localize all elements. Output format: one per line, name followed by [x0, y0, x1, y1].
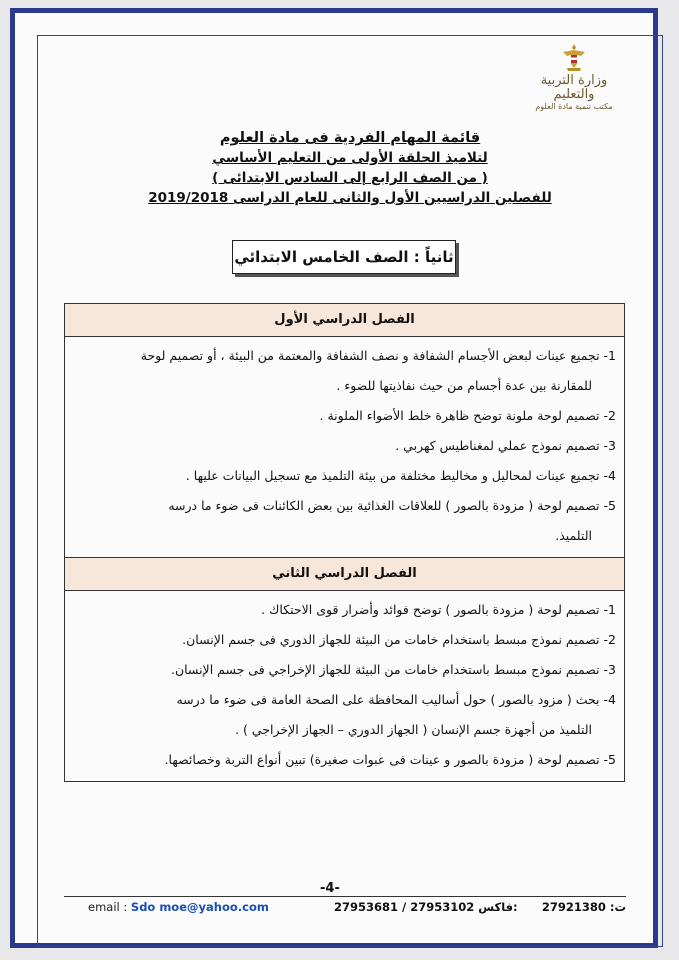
footer-phone: 27921380 :ت [541, 900, 626, 914]
footer-email [88, 900, 269, 914]
list-item [75, 685, 616, 745]
header-subtitle: لتلاميذ الحلقة الأولى من التعليم الأساسي [212, 150, 488, 166]
list-item [75, 655, 616, 685]
item-text: تصميم لوحة ( مزودة بالصور ) للعلاقات الغذائية بين بعض الكائنات فى ضوء ما درسه [168, 498, 600, 513]
header-grades: ( من الصف الرابع إلى السادس الابتدائى ) [212, 170, 488, 186]
item-number: 4- [603, 468, 616, 483]
page-number: -4- [320, 881, 340, 896]
footer [64, 900, 626, 914]
footer-divider [64, 896, 626, 897]
list-item [75, 401, 616, 431]
item-text: تصميم لوحة ( مزودة بالصور ) توضح فوائد وأضرار قوى الاحتكاك . [261, 602, 600, 617]
list-item [75, 431, 616, 461]
item-text: تجميع عينات لمحاليل و مخاليط مختلفة من بيئة التلميذ مع تسجيل البيانات عليها . [185, 468, 600, 483]
item-text: تصميم لوحة ملونة توضح ظاهرة خلط الأضواء الملونة . [319, 408, 600, 423]
item-number: 4- [603, 692, 616, 707]
item-continuation: للمقارنة بين عدة أجسام من حيث نفاذيتها للضوء . [336, 378, 592, 393]
item-number: 3- [603, 438, 616, 453]
logo-subtext: مكتب تنمية مادة العلوم [535, 102, 613, 111]
email-value: Sdo moe@yahoo.com [130, 900, 269, 914]
header-title: قائمة المهام الفردية فى مادة العلوم [219, 130, 481, 146]
semester2-title: الفصل الدراسي الثاني [65, 558, 624, 591]
section-title: ثانياً : الصف الخامس الابتدائي [232, 240, 456, 274]
semester1-list [65, 337, 624, 557]
item-number: 3- [603, 662, 616, 677]
eagle-emblem-icon [561, 42, 587, 72]
list-item [75, 461, 616, 491]
logo-text: وزارة التربية والتعليم [540, 73, 608, 102]
item-text: بحث ( مزود بالصور ) حول أساليب المحافظة على الصحة العامة فى ضوء ما درسه [176, 692, 600, 707]
semester1-title: الفصل الدراسي الأول [65, 304, 624, 337]
item-text: تجميع عينات لبعض الأجسام الشفافة و نصف الشفافة والمعتمة من البيئة ، أو تصميم لوحة [140, 348, 600, 363]
footer-fax: 27953681 / 27953102 فاكس: [334, 900, 518, 914]
list-item [75, 491, 616, 551]
header-year: للفصلين الدراسيين الأول والثانى للعام الدراسى 2019/2018 [148, 190, 552, 206]
semester2-list [65, 591, 624, 781]
item-number: 1- [603, 602, 616, 617]
item-continuation: التلميذ. [555, 528, 592, 543]
item-text: تصميم نموذج مبسط باستخدام خامات من البيئة للجهاز الدوري فى جسم الإنسان. [182, 632, 600, 647]
item-number: 1- [603, 348, 616, 363]
list-item [75, 595, 616, 625]
ministry-logo [529, 42, 619, 112]
item-number: 5- [603, 498, 616, 513]
tasks-table [64, 303, 625, 782]
item-text: تصميم لوحة ( مزودة بالصور و عينات فى عبوات صغيرة) تبين أنواع التربة وخصائصها. [164, 752, 600, 767]
item-continuation: التلميذ من أجهزة جسم الإنسان ( الجهاز الدوري – الجهاز الإخراجي ) . [235, 722, 592, 737]
list-item [75, 625, 616, 655]
item-text: تصميم نموذج عملي لمغناطيس كهربي . [395, 438, 600, 453]
item-number: 2- [603, 408, 616, 423]
item-text: تصميم نموذج مبسط باستخدام خامات من البيئة للجهاز الإخراجي فى جسم الإنسان. [170, 662, 600, 677]
list-item [75, 341, 616, 401]
list-item [75, 745, 616, 775]
item-number: 5- [603, 752, 616, 767]
item-number: 2- [603, 632, 616, 647]
email-label: email : [88, 900, 128, 914]
document-header [140, 128, 560, 208]
